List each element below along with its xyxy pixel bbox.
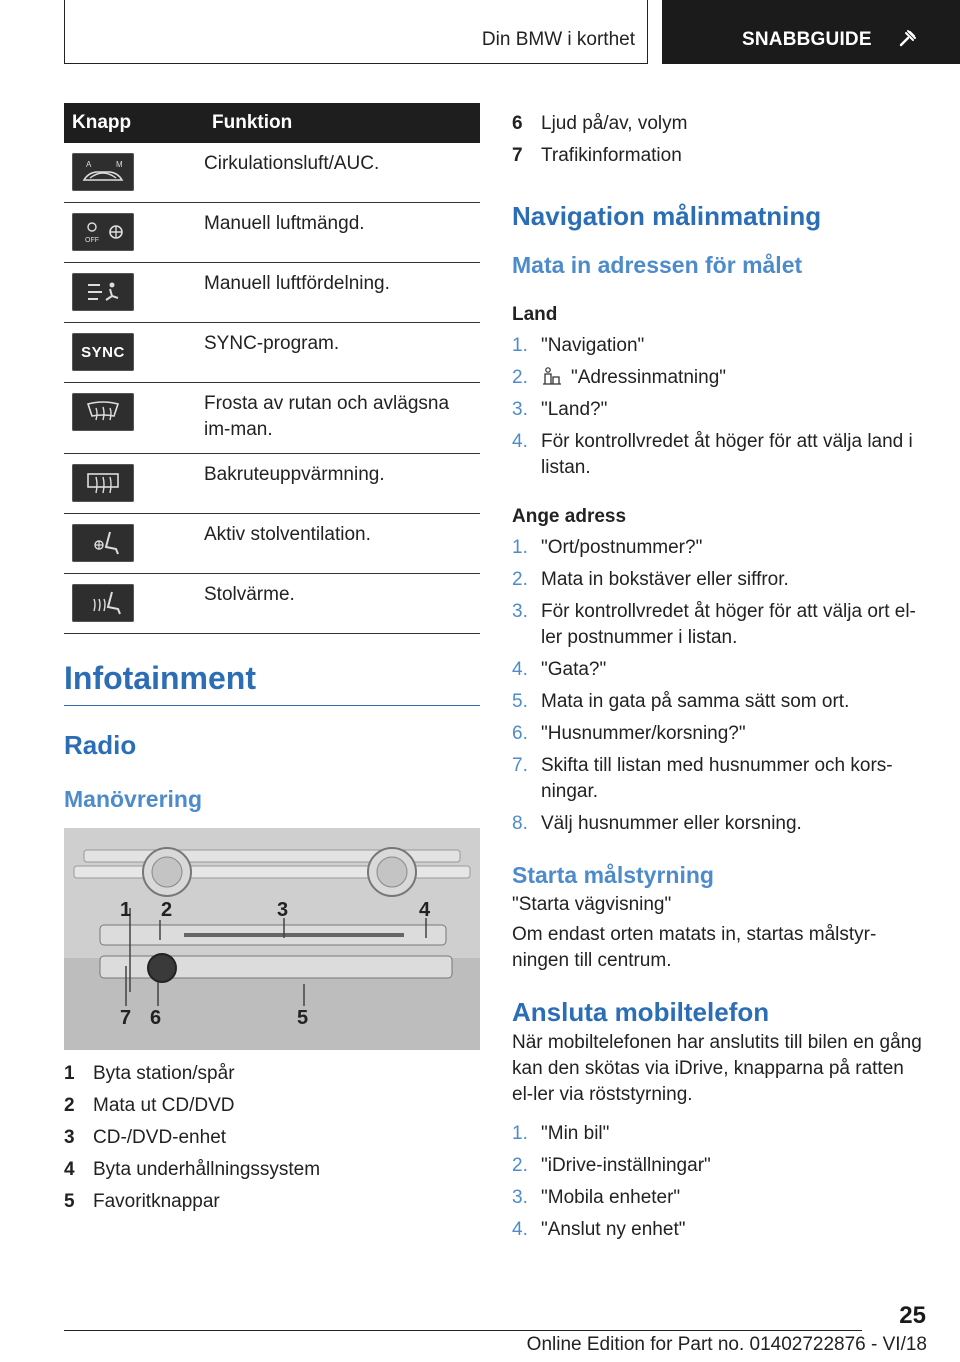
radio-control-panel-image [64, 828, 480, 1050]
callout-4: 4 [419, 899, 431, 921]
infotainment-heading: Infotainment [64, 660, 256, 696]
table-row [64, 383, 480, 454]
list-item: 2. Mata in bokstäver eller siffror. [512, 569, 789, 590]
list-item: 3 CD-/DVD-enhet [64, 1127, 227, 1148]
address-steps [512, 532, 927, 840]
sync-icon-label: SYNC [81, 343, 125, 361]
table-cell-function: Aktiv stolventilation. [204, 514, 480, 574]
radio-heading: Radio [64, 730, 137, 760]
list-item: 6 Ljud på/av, volym [512, 113, 688, 134]
quick-guide-icon [898, 28, 918, 48]
header-frame [64, 0, 648, 64]
list-item: 7 Trafikinformation [512, 145, 682, 166]
table-cell-function: Frosta av rutan och avlägsna im-man. [204, 383, 480, 454]
table-header-function: Funktion [204, 103, 480, 143]
operation-heading: Manövrering [64, 786, 203, 812]
list-item: 1 Byta station/spår [64, 1063, 235, 1084]
list-item: 1. "Navigation" [512, 335, 645, 356]
sync-icon [72, 333, 134, 371]
list-item: 1. "Min bil" [512, 1123, 610, 1144]
callout-5: 5 [297, 1007, 309, 1029]
start-guidance-heading: Starta målstyrning [512, 862, 714, 888]
header-title: Din BMW i korthet [481, 29, 635, 50]
table-cell-function: Manuell luftmängd. [204, 203, 480, 263]
table-row [64, 514, 480, 574]
list-item: 4. För kontrollvredet åt höger för att välja land i listan. [512, 431, 913, 478]
table-row [64, 454, 480, 514]
land-label: Land [512, 304, 558, 325]
table-row [64, 263, 480, 323]
navigation-heading: Navigation målinmatning [512, 201, 822, 231]
callout-7: 7 [120, 1007, 132, 1029]
right-column [512, 108, 927, 1246]
callout-3: 3 [277, 899, 289, 921]
start-quote: "Starta vägvisning" [512, 894, 672, 915]
address-heading: Mata in adressen för målet [512, 252, 803, 278]
table-row [64, 574, 480, 634]
table-row [64, 203, 480, 263]
svg-text:M: M [116, 160, 123, 169]
svg-text:A: A [86, 160, 92, 169]
air-recirculation-auc-icon [72, 153, 134, 191]
fan-off-icon [72, 213, 134, 251]
seat-heating-icon [72, 584, 134, 622]
section-tab [662, 0, 960, 64]
list-item: 6. "Husnummer/korsning?" [512, 723, 746, 744]
table-cell-function: Stolvärme. [204, 574, 480, 634]
svg-text:OFF: OFF [85, 237, 99, 244]
address-label: Ange adress [512, 506, 627, 527]
list-item: 2. "Adressinmatning" [512, 367, 727, 388]
list-item: 3. "Land?" [512, 399, 608, 420]
callout-1: 1 [120, 899, 132, 921]
list-item: 2. "iDrive-inställningar" [512, 1155, 711, 1176]
seat-ventilation-icon [72, 524, 134, 562]
list-item: 4. "Gata?" [512, 659, 607, 680]
heading-rule [64, 705, 480, 706]
callout-2: 2 [161, 899, 173, 921]
list-item: 3. För kontrollvredet åt höger för att välja ort el-ler postnummer i listan. [512, 601, 916, 648]
air-distribution-icon [72, 273, 134, 311]
radio-legend-list [64, 1058, 320, 1218]
table-row [64, 323, 480, 383]
start-paragraph: Om endast orten matats in, startas målstyr-ningen till centrum. [512, 924, 877, 971]
table-row [64, 143, 480, 203]
phone-steps [512, 1118, 927, 1246]
footer-rule [64, 1330, 862, 1331]
list-item: 8. Välj husnummer eller korsning. [512, 813, 802, 834]
list-item: 4. "Anslut ny enhet" [512, 1219, 686, 1240]
land-steps [512, 330, 927, 484]
page-number: 25 [899, 1302, 926, 1329]
list-item: 4 Byta underhållningssystem [64, 1159, 321, 1180]
list-item: 5. Mata in gata på samma sätt som ort. [512, 691, 850, 712]
list-item: 2 Mata ut CD/DVD [64, 1095, 235, 1116]
table-cell-function: SYNC-program. [204, 323, 480, 383]
list-item: 1. "Ort/postnummer?" [512, 537, 703, 558]
callout-6: 6 [150, 1007, 162, 1029]
list-item: 5 Favoritknappar [64, 1191, 220, 1212]
table-header-button: Knapp [64, 103, 204, 143]
climate-buttons-table [64, 103, 480, 634]
table-cell-function: Bakruteuppvärmning. [204, 454, 480, 514]
edition-footer: Online Edition for Part no. 01402722876 - VI/18 [526, 1334, 927, 1355]
section-tab-label: SNABBGUIDE [742, 29, 872, 50]
list-item: 3. "Mobila enheter" [512, 1187, 681, 1208]
windshield-defrost-icon [72, 393, 134, 431]
table-cell-function: Manuell luftfördelning. [204, 263, 480, 323]
phone-paragraph: När mobiltelefonen har anslutits till bilen en gång kan den skötas via iDrive, knapparna på ratten el-ler via röststyrning. [512, 1032, 922, 1105]
phone-heading: Ansluta mobiltelefon [512, 997, 770, 1027]
table-cell-function: Cirkulationsluft/AUC. [204, 143, 480, 203]
list-item: 7. Skifta till listan med husnummer och kors-ningar. [512, 755, 893, 802]
address-input-icon [541, 366, 563, 386]
rear-window-defrost-icon [72, 464, 134, 502]
